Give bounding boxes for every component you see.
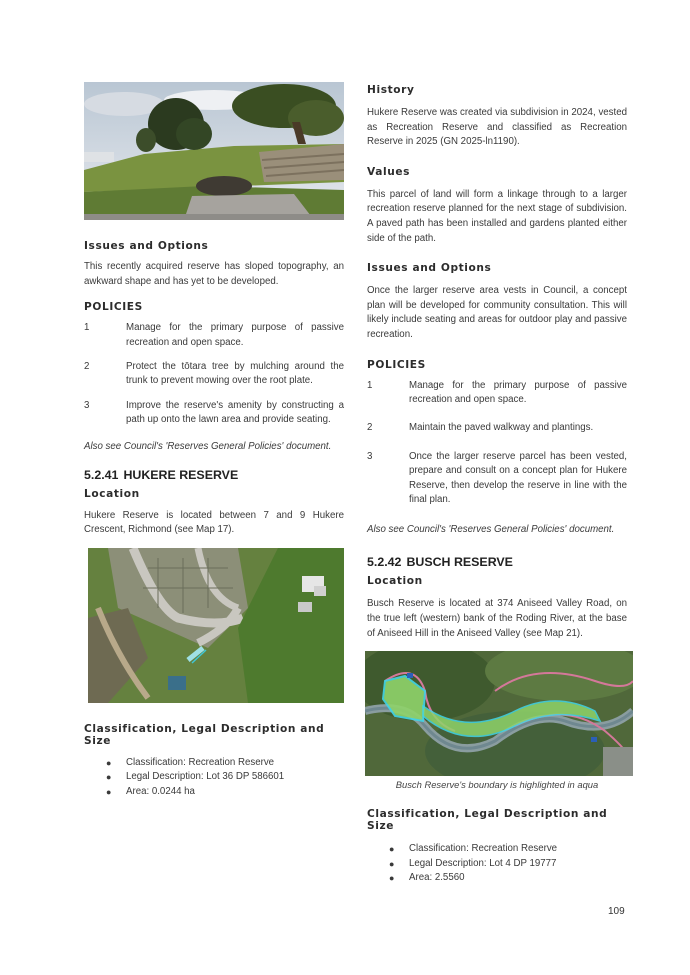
page-number: 109 xyxy=(608,906,625,917)
map-caption: Busch Reserve's boundary is highlighted in aqua xyxy=(395,779,599,791)
policy-item xyxy=(84,321,344,350)
policy-item xyxy=(367,450,627,508)
location-heading: Location xyxy=(84,487,140,500)
issues-heading: Issues and Options xyxy=(367,262,492,275)
section-number: 5.2.42 xyxy=(367,555,402,570)
history-text: Hukere Reserve was created via subdivision in 2024, vested as Recreation Reserve and classified as Recreation Reserve in 2025 (GN 2025-ln1190). xyxy=(367,107,627,148)
bullet-icon: ● xyxy=(389,858,395,869)
section-number: 5.2.41 xyxy=(84,467,119,482)
list-item xyxy=(106,770,344,785)
list-item xyxy=(389,871,627,886)
bullet-icon: ● xyxy=(389,844,395,855)
list-item-text: Legal Description: Lot 4 DP 19777 xyxy=(409,857,557,869)
policy-number: 3 xyxy=(367,450,373,462)
policy-text: Improve the reserve's amenity by constructing a path up onto the lawn area and provide seating. xyxy=(126,399,344,426)
list-item-text: Area: 2.5560 xyxy=(409,872,465,884)
also-see-note: Also see Council's 'Reserves General Policies' document. xyxy=(84,440,332,452)
section-name: HUKERE RESERVE xyxy=(123,467,239,482)
right-column xyxy=(367,84,627,886)
policy-text: Protect the tōtara tree by mulching around the trunk to prevent mowing over the root plate. xyxy=(126,361,344,387)
issues-text: This recently acquired reserve has sloped topography, an awkward shape and has yet to be developed. xyxy=(84,261,344,287)
busch-aerial-map xyxy=(365,651,633,776)
policy-number: 1 xyxy=(84,322,90,334)
policy-number: 3 xyxy=(84,399,90,411)
values-text: This parcel of land will form a linkage through to a larger recreation reserve planned for the next stage of subdivision. A paved path has been installed and gardens planted either side of the path. xyxy=(367,188,627,244)
policy-text: Once the larger reserve parcel has been vested, prepare and consult on a concept plan for Hukere Reserve, then develop the reserve in line with the final plan. xyxy=(409,450,627,505)
list-item-text: Classification: Recreation Reserve xyxy=(126,756,275,768)
policy-text: Manage for the primary purpose of passive recreation and open space. xyxy=(409,379,627,405)
location-text: Busch Reserve is located at 374 Aniseed Valley Road, on the true left (western) bank of the Roding River, at the base of Aniseed Hill in the Aniseed Valley (see Map 21). xyxy=(367,598,627,639)
history-heading: History xyxy=(367,84,415,96)
policy-text: Manage for the primary purpose of passive recreation and open space. xyxy=(126,322,344,348)
list-item xyxy=(106,785,344,800)
policy-item xyxy=(84,399,344,428)
hukere-aerial-map xyxy=(86,548,346,703)
classification-list xyxy=(84,756,344,800)
left-column xyxy=(84,82,344,800)
policy-item xyxy=(367,421,627,435)
issues-heading: Issues and Options xyxy=(84,240,209,252)
list-item-text: Area: 0.0244 ha xyxy=(126,786,195,797)
section-title-busch xyxy=(367,555,627,569)
bullet-icon: ● xyxy=(106,787,112,797)
policy-number: 2 xyxy=(84,361,90,372)
list-item xyxy=(106,756,344,771)
policies-heading: POLICIES xyxy=(367,358,426,371)
location-text: Hukere Reserve is located between 7 and 9 Hukere Crescent, Richmond (see Map 17). xyxy=(84,509,344,536)
hukere-reserve-photo xyxy=(84,82,344,220)
policy-item xyxy=(84,360,344,389)
classification-heading: Classification, Legal Description and Size xyxy=(84,722,325,747)
classification-list xyxy=(367,842,627,886)
list-item xyxy=(389,857,627,872)
policy-number: 1 xyxy=(367,379,373,391)
bullet-icon: ● xyxy=(106,757,112,768)
bullet-icon: ● xyxy=(106,772,112,783)
policy-text: Maintain the paved walkway and plantings. xyxy=(409,422,594,434)
section-name: BUSCH RESERVE xyxy=(406,555,513,570)
list-item xyxy=(389,842,627,857)
policy-item xyxy=(367,379,627,408)
policy-number: 2 xyxy=(367,422,373,434)
policies-heading: POLICIES xyxy=(84,301,143,314)
section-title-hukere xyxy=(84,468,344,482)
issues-text: Once the larger reserve area vests in Council, a concept plan will be developed for community consultation. This will likely include seating and areas for outdoor play and passive recreation. xyxy=(367,285,627,340)
location-heading: Location xyxy=(367,575,423,588)
values-heading: Values xyxy=(367,165,411,178)
classification-heading: Classification, Legal Description and Size xyxy=(367,808,608,833)
also-see-note: Also see Council's 'Reserves General Policies' document. xyxy=(367,524,615,536)
list-item-text: Classification: Recreation Reserve xyxy=(409,843,558,855)
list-item-text: Legal Description: Lot 36 DP 586601 xyxy=(126,771,285,783)
bullet-icon: ● xyxy=(389,873,395,884)
